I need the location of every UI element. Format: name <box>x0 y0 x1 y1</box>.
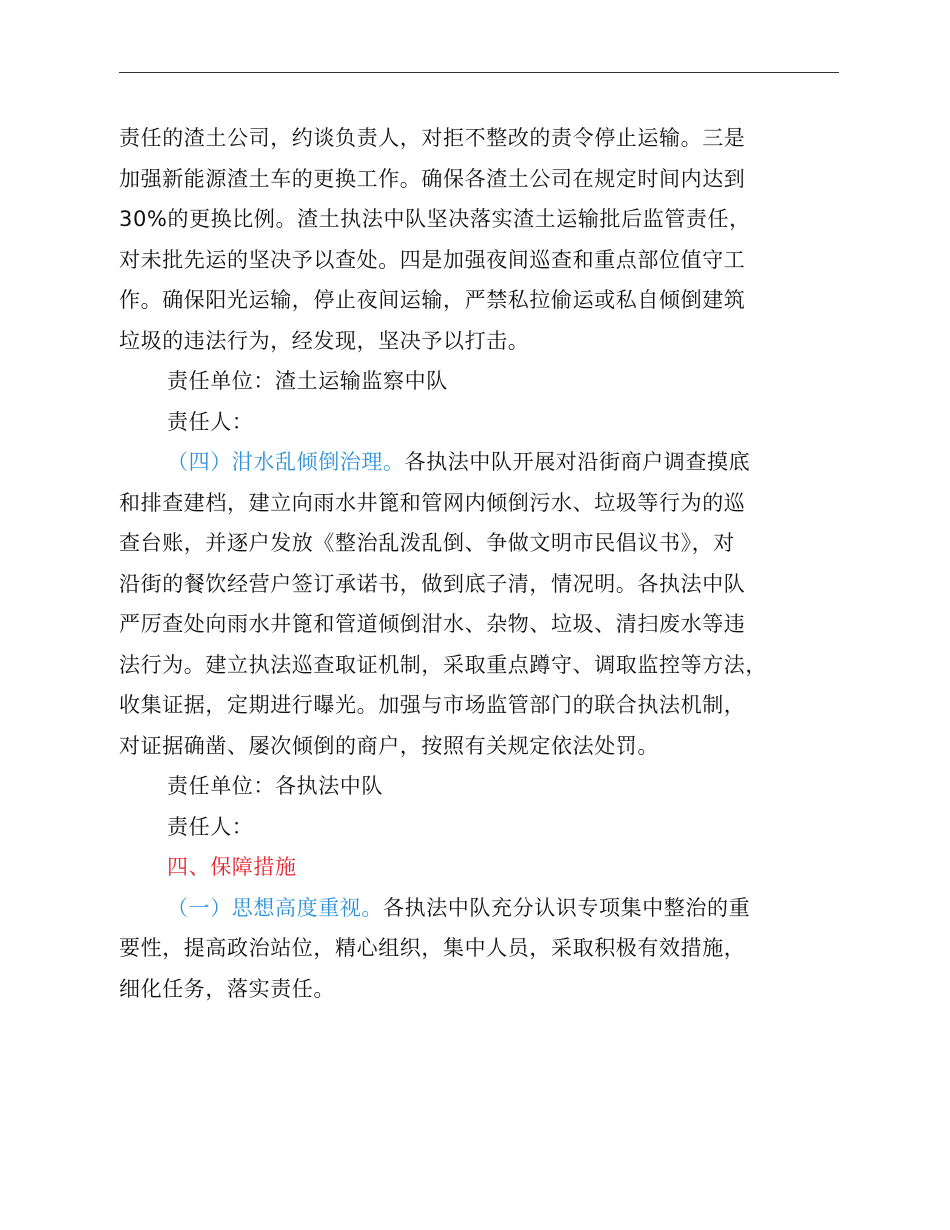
paragraph-line: 查台账，并逐户发放《整治乱泼乱倒、争做文明市民倡议书》，对 <box>119 531 735 555</box>
subsection-1-heading: （一）思想高度重视。 <box>167 895 383 920</box>
section-4-first-line <box>119 442 845 483</box>
responsible-unit: 责任单位：各执法中队 <box>167 774 383 798</box>
paragraph-line: 和排查建档，建立向雨水井篦和管网内倾倒污水、垃圾等行为的巡 <box>119 490 746 515</box>
paragraph-line: 加强新能源渣土车的更换工作。确保各渣土公司在规定时间内达到 <box>119 166 746 191</box>
paragraph-line: 收集证据，定期进行曝光。加强与市场监管部门的联合执法机制， <box>119 693 746 717</box>
subsection-1-first-line <box>119 888 845 929</box>
responsible-person: 责任人： <box>167 814 254 839</box>
paragraph-line: 严厉查处向雨水井篦和管道倾倒泔水、杂物、垃圾、清扫废水等违 <box>119 612 746 636</box>
section-4-heading: （四）泔水乱倾倒治理。 <box>167 450 405 474</box>
section-4-text: 各执法中队开展对沿街商户调查摸底 <box>404 450 751 474</box>
paragraph-line: 要性，提高政治站位，精心组织，集中人员，采取积极有效措施， <box>119 936 746 960</box>
header-rule <box>119 72 839 73</box>
paragraph-line: 细化任务，落实责任。 <box>119 976 335 1001</box>
responsible-person: 责任人： <box>167 409 254 434</box>
paragraph-line: 对证据确凿、屡次倾倒的商户，按照有关规定依法处罚。 <box>119 733 659 758</box>
paragraph-line: 对未批先运的坚决予以查处。四是加强夜间巡查和重点部位值守工 <box>119 247 746 272</box>
chapter-4-heading: 四、保障措施 <box>167 855 297 879</box>
document-body <box>119 118 845 1009</box>
paragraph-line: 作。确保阳光运输，停止夜间运输，严禁私拉偷运或私自倾倒建筑 <box>119 288 746 312</box>
responsible-unit: 责任单位：渣土运输监察中队 <box>167 369 448 393</box>
paragraph-line: 责任的渣土公司，约谈负责人，对拒不整改的责令停止运输。三是 <box>119 126 746 150</box>
paragraph-line: 垃圾的违法行为，经发现，坚决予以打击。 <box>119 328 530 353</box>
paragraph-line: 30%的更换比例。渣土执法中队坚决落实渣土运输批后监管责任， <box>119 207 751 231</box>
subsection-1-text: 各执法中队充分认识专项集中整治的重 <box>383 895 751 920</box>
paragraph-line: 沿街的餐饮经营户签订承诺书，做到底子清，情况明。各执法中队 <box>119 571 746 596</box>
paragraph-line: 法行为。建立执法巡查取证机制，采取重点蹲守、调取监控等方法， <box>119 652 767 677</box>
